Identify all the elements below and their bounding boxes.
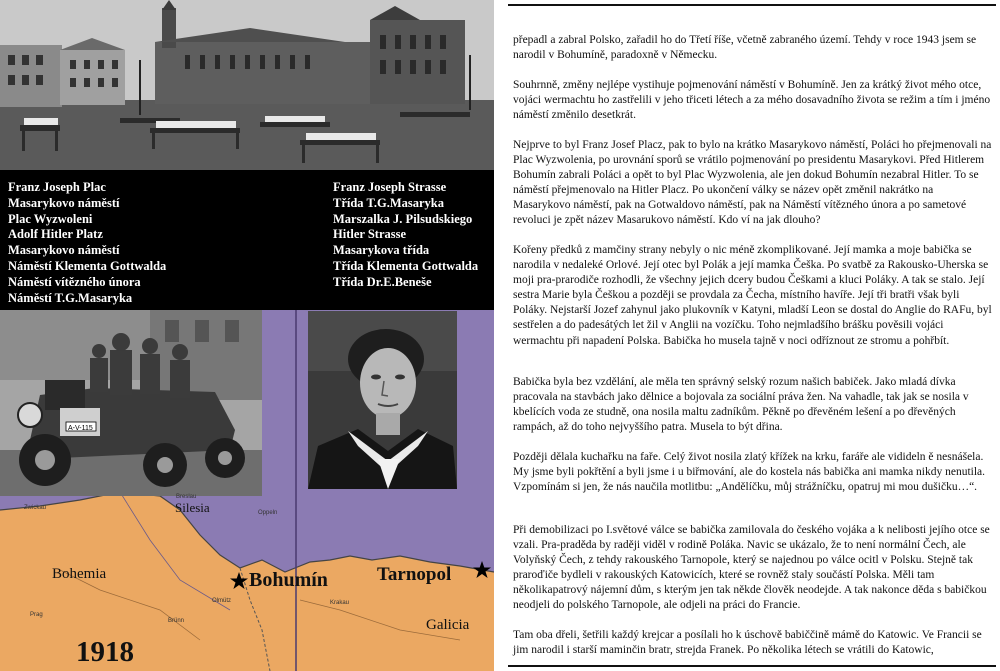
square-name: Náměstí Klementa Gottwalda bbox=[8, 258, 167, 273]
street-name: Třída T.G.Masaryka bbox=[333, 195, 445, 210]
map-place-label: Brünn bbox=[168, 618, 185, 624]
street-name: Třída Klementa Gottwalda bbox=[333, 258, 479, 273]
article-paragraph: Později dělala kuchařku na faře. Celý život nosila zlatý křížek na krku, faráře ale vidideln ě nesnášela. My jsme byli pokřtění a byli jsme i u biřmování, ale do kostela nás babička ani mamka nikdy nenutila. Vzpomínám si jen, že nás naučila motlitbu: „Andělíčku, můj strážníčku, opatruj mi mou dušičku…“. bbox=[513, 451, 986, 494]
square-name: Franz Joseph Plac bbox=[8, 180, 106, 194]
military-car-photo bbox=[0, 310, 262, 496]
street-names-list bbox=[333, 180, 478, 291]
memoir-article bbox=[497, 0, 1000, 671]
photo-collage bbox=[0, 0, 494, 671]
map-label-galicia: Galicia bbox=[426, 617, 470, 633]
map-label-bohemia: Bohemia bbox=[52, 566, 107, 582]
square-name: Náměstí vítězného února bbox=[8, 274, 141, 289]
article-paragraph: Kořeny předků z mamčiny strany nebyly o nic méně zkomplikované. Její mamka a moje babička se narodila v nedaleké Orlové. Její otec byl Polák a její mamka Češka. Po svatbě za Rakousko-Uherska se moji pra-prarodiče rozhodli, že všechny jejich dcery budou Češkami a kluci Poláky. A tak se stalo. Její sestra Marie byla Češkou a později se provdala za Čecha, místního havíře. Její tři bratři však byli Poláky. Nejstarší Jozef zahynul jako plukovník v Katyni, mladší Leon se dostal do Anglie do RAFu, byl sestřelen a do padesátých let žil v Anglii na vozíčku. Toho nejmladšího brášku pověsili vojáci wermachtu při napadení Polska. Babička ho musela tajně v noci odříznout ze stromu a pohřbít. bbox=[513, 244, 992, 347]
article-paragraph: Tam oba dřeli, šetřili každý krejcar a posílali ho k úschově babiččině mámě do Katowic. Ve Francii se jim narodil i starší maminčin bratr, strejda Franek. Po několika létech se vrátili do Katowic, bbox=[513, 629, 982, 657]
square-name: Plac Wyzwoleni bbox=[8, 211, 93, 226]
map-place-label: Zwickau bbox=[24, 505, 47, 511]
map-label-bohumin: Bohumín bbox=[249, 569, 328, 591]
map-year-label: 1918 bbox=[76, 636, 134, 668]
street-name: Masarykova třída bbox=[333, 243, 430, 258]
historic-square-photo bbox=[0, 0, 494, 170]
map-place-label: Breslau bbox=[176, 494, 197, 500]
bottom-rule bbox=[508, 665, 996, 667]
map-label-silesia: Silesia bbox=[175, 500, 210, 515]
square-name: Náměstí T.G.Masaryka bbox=[8, 290, 133, 305]
square-name: Masarykovo náměstí bbox=[8, 195, 120, 210]
article-paragraph: Souhrnně, změny nejlépe vystihuje pojmenování náměstí v Bohumíně. Jen za krátký život mého otce, vojáci wermachtu ho zastřelili v jeho třiceti létech a za mého dosavadního života se režim a tím i jméno náměstí změnilo desetkrát. bbox=[513, 79, 991, 122]
car-plate: A-V-115 bbox=[68, 425, 93, 432]
map-label-tarnopol: Tarnopol bbox=[377, 564, 452, 585]
street-name: Hitler Strasse bbox=[333, 227, 407, 242]
map-place-label: Krakau bbox=[330, 600, 350, 606]
grandmother-portrait bbox=[308, 311, 457, 489]
map-place-label: Prag bbox=[30, 612, 43, 618]
square-names-panel bbox=[0, 170, 494, 310]
street-name: Franz Joseph Strasse bbox=[333, 180, 447, 194]
map-place-label: Olmütz bbox=[212, 598, 232, 604]
article-paragraph: Nejprve to byl Franz Josef Placz, pak to bylo na krátko Masarykovo náměstí, Poláci ho přejmenovali na Plac Wyzwolenia, po urovnání sporů se vrátilo pojmenování po presidentu Masarykovi. Před Hitlerem Bohumín zabrali Poláci a opět to byl Plac Wyzwolenia, ale jen dokud Bohumín nezabral Hitler. To se náměstí přejmenovalo na Hitler Placz. Po ukončení války se název opět změnil nakrátko na Masarykovo náměstí, pak na Gotwaldovo náměstí, pak na Náměstí vítězného února a po sametové revoluci je zpět název Masarukovo náměstí. Kdo ví na jak dlouho? bbox=[513, 139, 992, 227]
article-paragraph: přepadl a zabral Polsko, zařadil ho do Třetí říše, včetně zabraného území. Tehdy v roce 1943 jsem se narodil v Bohumíně, paradoxně v Německu. bbox=[513, 34, 977, 62]
square-names-list bbox=[8, 180, 166, 306]
article-paragraph: Při demobilizaci po I.světové válce se babička zamilovala do českého vojáka a k nelibosti jejího otce se vzali. Pra-praděda by raději viděl v rodině Poláka. Navic se ukázalo, že to není normální Čech, ale Volyňský Čech, z tehdy rakouského Tarnopole, který se najednou po válce ocitl v Polsku. Stejně tak praroďiče bydleli v rakouských Katowicích, které se rovněž staly součástí Polska. Měli tam několikapatrový nájemní dům, s kterým jen tak někde člověk neodejde. A tak nakonce děda s babičkou neodjeli do polského Tarnopole, ale odjeli na práci do Francie. bbox=[513, 524, 990, 612]
street-name: Třída Dr.E.Beneše bbox=[333, 274, 432, 289]
street-name: Marszalka J. Pilsudskiego bbox=[333, 211, 473, 226]
article-paragraph: Babička byla bez vzdělání, ale měla ten správný selský rozum našich babiček. Jako mladá dívka pracovala na stavbách jako dělnice a bojovala za sociální práva žen. Na vahadle, tak jak se nosila v kbelících voda ze studně, ona nosila maltu zadníkům. Pěkně po dřevěném lešení a po dřevěných rampách, až do toho nejvyššího patra. Musela to být dřina. bbox=[513, 376, 969, 434]
map-place-label: Oppeln bbox=[258, 510, 278, 516]
square-name: Adolf Hitler Platz bbox=[8, 227, 103, 242]
square-name: Masarykovo náměstí bbox=[8, 243, 120, 258]
